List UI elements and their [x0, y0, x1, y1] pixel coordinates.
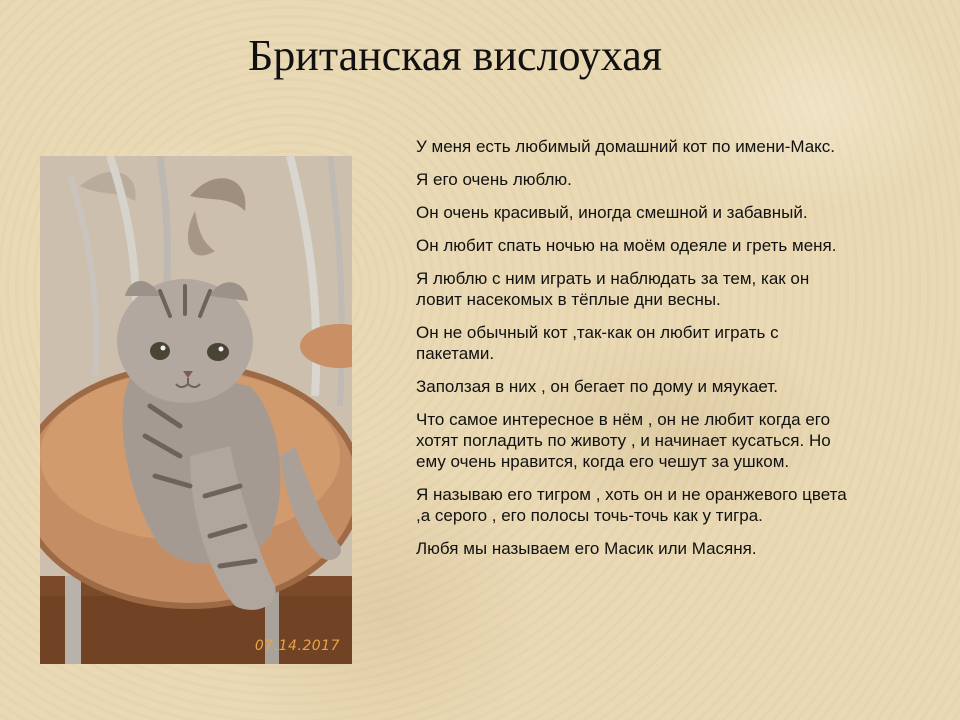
paragraph: Я называю его тигром , хоть он и не оранжевого цвета ,а серого , его полосы точь-точь как у тигра. — [416, 485, 847, 525]
paragraph: Я люблю с ним играть и наблюдать за тем, как он ловит насекомых в тёплые дни весны. — [416, 269, 810, 309]
cat-photo — [40, 156, 352, 664]
paragraph: У меня есть любимый домашний кот по имени-Макс. — [416, 137, 836, 156]
paragraph: Любя мы называем его Масик или Масяня. — [416, 539, 757, 558]
cat-illustration — [40, 156, 352, 664]
paragraph: Заползая в них , он бегает по дому и мяукает. — [416, 377, 778, 396]
photo-date-stamp: 07.14.2017 — [254, 638, 340, 654]
slide-title: Британская вислоухая — [248, 31, 662, 80]
paragraph: Я его очень люблю. — [416, 170, 572, 189]
paragraph: Он любит спать ночью на моём одеяле и греть меня. — [416, 236, 837, 255]
paragraph: Что самое интересное в нём , он не любит когда его хотят погладить по животу , и начинает кусаться. Но ему очень нравится, когда его чешут за ушком. — [416, 410, 831, 471]
paragraph: Он не обычный кот ,так-как он любит играть с пакетами. — [416, 323, 779, 363]
story-text — [416, 136, 956, 571]
paragraph: Он очень красивый, иногда смешной и забавный. — [416, 203, 808, 222]
